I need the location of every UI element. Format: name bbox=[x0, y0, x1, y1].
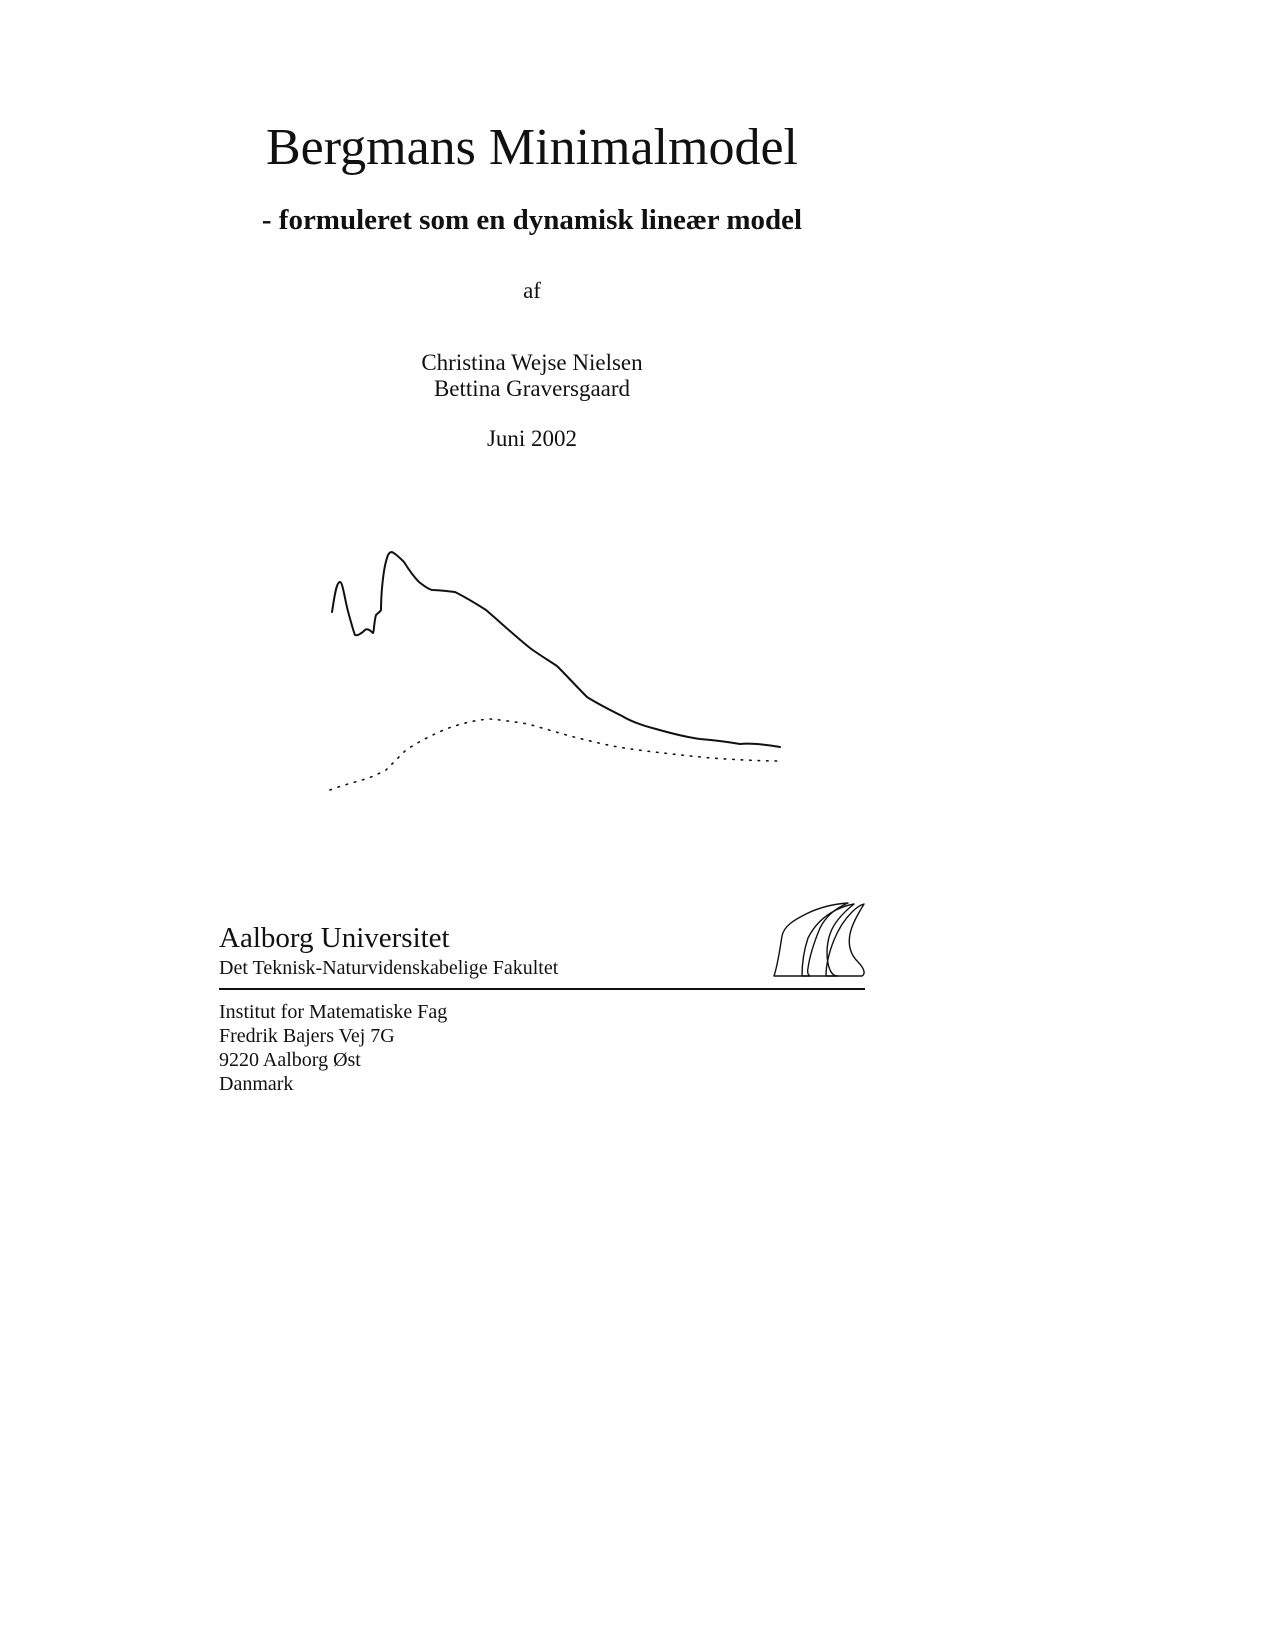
author-name: Christina Wejse Nielsen bbox=[421, 350, 643, 375]
institute-address bbox=[219, 1000, 447, 1096]
address-line: Fredrik Bajers Vej 7G bbox=[219, 1025, 395, 1047]
aau-logo-icon bbox=[772, 902, 866, 978]
cover-illustration bbox=[320, 540, 800, 800]
university-name: Aalborg Universitet bbox=[219, 922, 450, 954]
document-subtitle: - formuleret som en dynamisk lineær model bbox=[261, 204, 803, 236]
author-list bbox=[0, 350, 1064, 402]
address-line: Danmark bbox=[219, 1073, 294, 1095]
dotted-curve bbox=[330, 719, 780, 790]
address-line: Institut for Matematiske Fag bbox=[219, 1001, 448, 1023]
author-preposition: af bbox=[523, 278, 541, 303]
solid-curve bbox=[332, 552, 780, 747]
faculty-name: Det Teknisk-Naturvidenskabelige Fakultet bbox=[219, 957, 559, 979]
divider bbox=[219, 988, 865, 990]
document-title: Bergmans Minimalmodel bbox=[266, 119, 798, 176]
author-name: Bettina Graversgaard bbox=[433, 376, 631, 401]
publication-date: Juni 2002 bbox=[486, 426, 578, 451]
address-line: 9220 Aalborg Øst bbox=[219, 1049, 361, 1071]
